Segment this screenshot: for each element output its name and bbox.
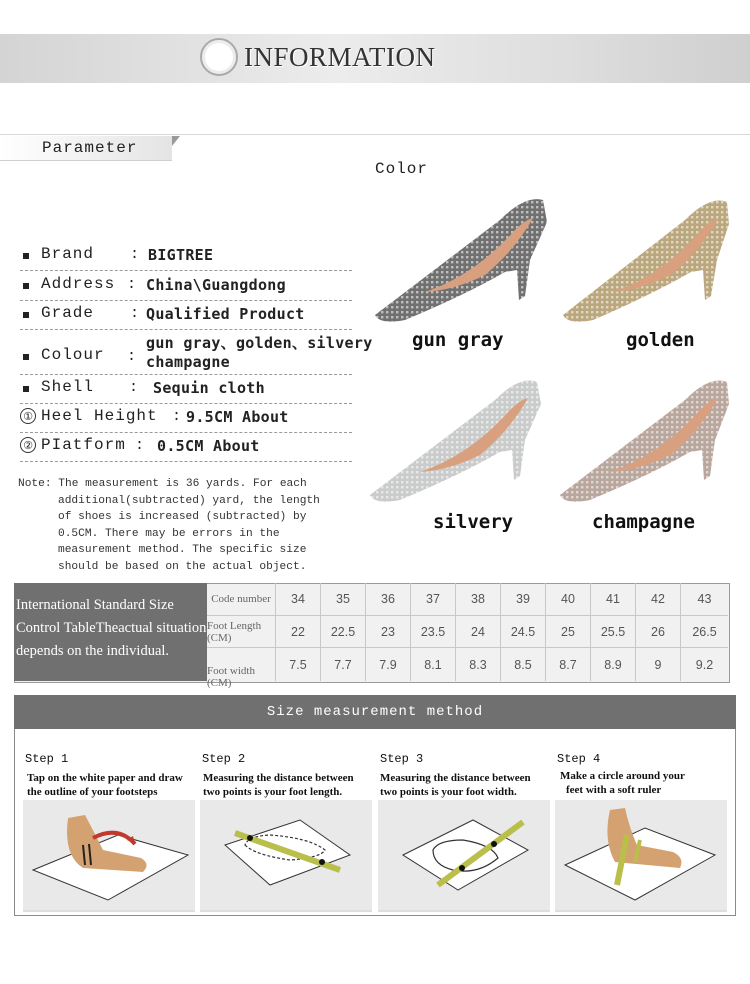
spec-row-heel-height	[20, 406, 352, 433]
bullet-icon	[23, 283, 29, 289]
table-cell: 36	[365, 583, 410, 615]
size-note	[18, 476, 338, 576]
table-cell: 8.1	[410, 648, 455, 681]
step-text-line: Tap on the white paper and draw	[27, 772, 183, 784]
table-cell: 34	[275, 583, 320, 615]
table-cell: 8.9	[590, 648, 635, 681]
spec-colon: :	[172, 408, 182, 425]
color-label-golden: golden	[626, 329, 695, 351]
table-row-code	[207, 583, 728, 616]
step-3-text	[380, 771, 531, 799]
spec-value: 9.5CM About	[186, 408, 289, 426]
table-cell: 38	[455, 583, 500, 615]
spec-colon: :	[130, 246, 140, 263]
spec-label: Address	[41, 275, 116, 293]
shoe-champagne	[560, 380, 729, 501]
table-cell: 7.7	[320, 648, 365, 681]
spec-colon: :	[127, 276, 137, 293]
spec-label: Shell	[41, 378, 95, 396]
step-text-line: Measuring the distance between	[203, 772, 354, 784]
spec-value: gun gray、golden、silvery	[146, 334, 373, 352]
table-cell: 35	[320, 583, 365, 615]
table-cell: 7.5	[275, 648, 320, 681]
shoe-gallery	[365, 190, 745, 520]
table-cell: 8.5	[500, 648, 545, 681]
spec-colon: :	[129, 379, 139, 396]
bullet-icon	[23, 312, 29, 318]
spec-value: 0.5CM About	[157, 437, 260, 455]
table-cell: 26	[635, 616, 680, 647]
step-2-text	[203, 771, 354, 799]
table-row-foot-length	[207, 616, 728, 648]
step-text-line: two points is your foot length.	[203, 786, 343, 798]
note-line: The measurement is 36 yards. For each	[58, 478, 307, 490]
color-label-silvery: silvery	[433, 511, 514, 533]
step-4-title: Step 4	[557, 752, 601, 766]
table-cell: 24	[455, 616, 500, 647]
spec-value: Qualified Product	[146, 305, 305, 323]
step-text-line: two points is your foot width.	[380, 786, 517, 798]
tab-corner-triangle	[172, 136, 180, 146]
shoe-gun-gray	[375, 199, 547, 322]
color-label-gun-gray: gun gray	[412, 329, 504, 351]
table-cell: 9.2	[680, 648, 728, 681]
bullet-icon	[23, 354, 29, 360]
spec-value: BIGTREE	[148, 246, 214, 264]
table-cell: 23.5	[410, 616, 455, 647]
color-section-title: Color	[375, 160, 429, 178]
table-cell: 26.5	[680, 616, 728, 647]
table-cell: 37	[410, 583, 455, 615]
spec-colon: :	[135, 437, 145, 454]
measurement-title: Size measurement method	[266, 704, 484, 720]
shoe-golden	[563, 200, 729, 321]
spec-colon: :	[130, 305, 140, 322]
table-row-foot-width	[207, 648, 728, 689]
step-1-text	[27, 771, 183, 799]
divider	[0, 134, 750, 135]
table-cell: 8.3	[455, 648, 500, 681]
table-cell: 24.5	[500, 616, 545, 647]
note-line: 0.5CM. There may be errors in the	[58, 527, 280, 540]
table-cell: 25	[545, 616, 590, 647]
spec-label: Heel Height	[41, 407, 158, 425]
spec-row-address	[20, 274, 352, 301]
circled-two-icon: ②	[20, 437, 36, 453]
circled-one-icon: ①	[20, 408, 36, 424]
step-2-illustration	[200, 800, 372, 912]
spec-label: Grade	[41, 304, 95, 322]
step-1-title: Step 1	[25, 752, 69, 766]
header-circle-icon	[200, 38, 238, 76]
table-cell: 7.9	[365, 648, 410, 681]
step-text-line: Make a circle around your	[560, 770, 685, 782]
spec-value: Sequin cloth	[153, 379, 265, 397]
row-header: Code number	[211, 593, 271, 605]
table-cell: 43	[680, 583, 728, 615]
note-line: additional(subtracted) yard, the length	[58, 494, 320, 507]
page-title: INFORMATION	[244, 42, 436, 72]
table-cell: 41	[590, 583, 635, 615]
table-cell: 8.7	[545, 648, 590, 681]
parameter-tab-label: Parameter	[42, 139, 138, 157]
size-table-label-line: depends on the individual.	[16, 643, 170, 659]
spec-label: Brand	[41, 245, 95, 263]
row-header: Foot width (CM)	[207, 664, 255, 689]
spec-value: China\Guangdong	[146, 276, 286, 294]
shoe-silvery	[370, 380, 541, 501]
step-4-text	[560, 769, 685, 797]
spec-row-colour	[20, 330, 373, 375]
table-cell: 23	[365, 616, 410, 647]
color-label-champagne: champagne	[592, 511, 695, 533]
spec-value-line2: champagne	[146, 353, 230, 371]
size-table-label-line: Control TableTheactual situation	[16, 620, 207, 636]
spec-row-brand	[20, 244, 352, 271]
step-3-title: Step 3	[380, 752, 424, 766]
table-cell: 40	[545, 583, 590, 615]
step-2-title: Step 2	[202, 752, 246, 766]
bullet-icon	[23, 386, 29, 392]
step-4-illustration	[555, 800, 727, 912]
note-prefix: Note:	[18, 478, 52, 490]
spec-row-platform	[20, 435, 352, 462]
table-cell: 22	[275, 616, 320, 647]
table-cell: 25.5	[590, 616, 635, 647]
spec-label: Colour	[41, 346, 105, 364]
spec-colon: :	[127, 348, 137, 365]
step-text-line: Measuring the distance between	[380, 772, 531, 784]
spec-label: PIatform	[41, 436, 126, 454]
note-line: measurement method. The specific size	[58, 544, 307, 557]
spec-row-grade	[20, 303, 352, 330]
table-cell: 39	[500, 583, 545, 615]
table-cell: 22.5	[320, 616, 365, 647]
row-header: Foot Length (CM)	[207, 619, 262, 644]
table-cell: 9	[635, 648, 680, 681]
table-cell: 42	[635, 583, 680, 615]
note-line: of shoes is increased (subtracted) by	[58, 511, 307, 524]
spec-row-shell	[20, 377, 352, 404]
size-table-label	[14, 583, 207, 681]
note-line: should be based on the actual object.	[58, 560, 307, 573]
step-text-line: the outline of your footsteps	[27, 786, 158, 798]
bullet-icon	[23, 253, 29, 259]
step-text-line: feet with a soft ruler	[566, 784, 662, 796]
step-3-illustration	[378, 800, 550, 912]
step-1-illustration	[23, 800, 195, 912]
size-table-label-line: International Standard Size	[16, 597, 174, 613]
